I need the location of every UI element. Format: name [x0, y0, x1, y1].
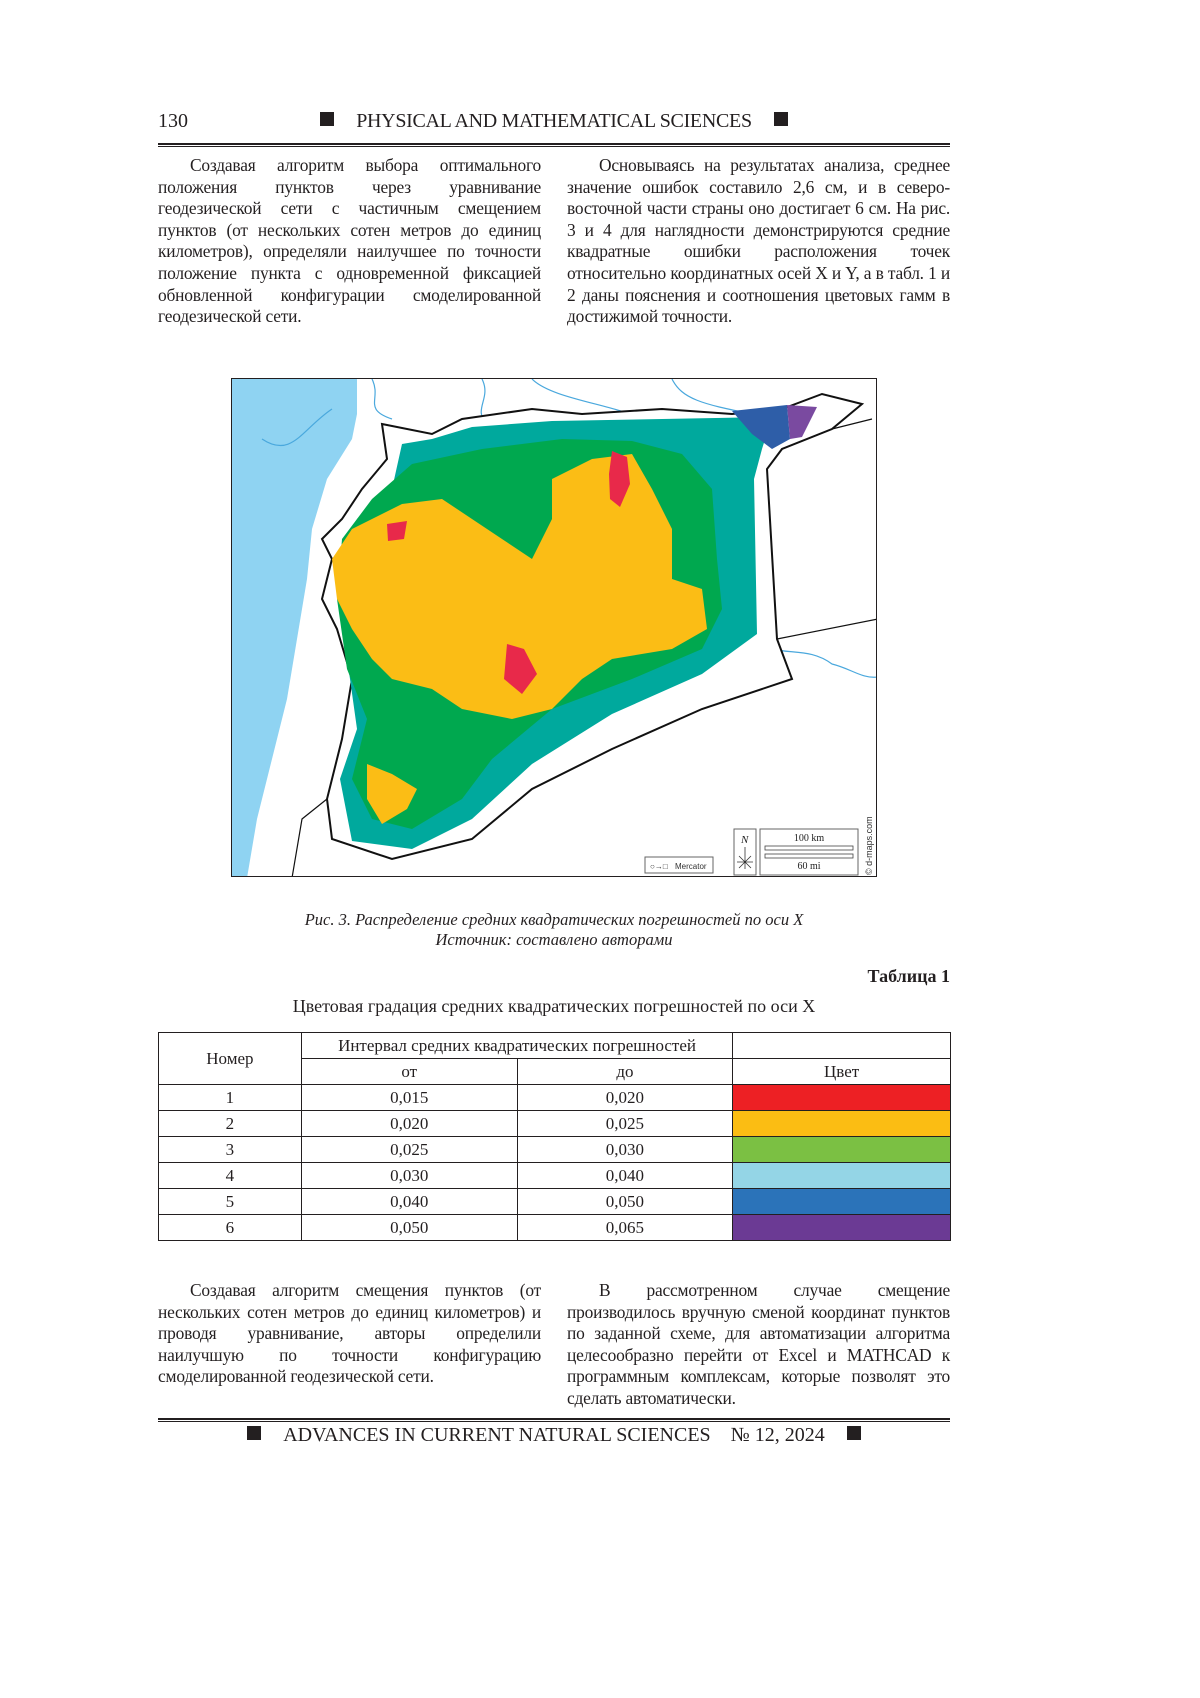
- projection-label: Mercator: [675, 862, 707, 871]
- paragraph: Создавая алгоритм выбора оптимального положения пунктов через уравнивание геодезической сети с частичным смещением пунктов (от нескольких сотен метров до единиц километров), определяли наилучшее по точности положение пункта с одновременной фиксацией обновленной конфигурации смоделированной геодезической сети.: [158, 155, 541, 328]
- cell-from: 0,015: [301, 1085, 517, 1111]
- table-row: [159, 1189, 951, 1215]
- cell-n: 5: [159, 1189, 302, 1215]
- page-number: 130: [158, 110, 188, 133]
- color-swatch: [733, 1085, 951, 1111]
- color-swatch: [733, 1215, 951, 1241]
- error-distribution-map: [232, 379, 877, 877]
- figure-caption: [158, 910, 950, 950]
- cell-from: 0,030: [301, 1163, 517, 1189]
- north-label: N: [740, 834, 749, 846]
- issue-number: № 12, 2024: [731, 1424, 825, 1446]
- table-number: Таблица 1: [868, 966, 950, 987]
- cell-to: 0,065: [517, 1215, 733, 1241]
- legend-box: [645, 816, 874, 875]
- cell-n: 1: [159, 1085, 302, 1111]
- cell-to: 0,050: [517, 1189, 733, 1215]
- cell-to: 0,040: [517, 1163, 733, 1189]
- paragraph: В рассмотренном случае смещение производилось вручную сменой координат пунктов по заданной схеме, для автоматизации алгоритма целесообразно перейти от Excel и MATHCAD к программным комплексам, которые позволят это сделать автоматически.: [567, 1280, 950, 1410]
- table-row: [159, 1085, 951, 1111]
- cell-from: 0,020: [301, 1111, 517, 1137]
- header-interval: Интервал средних квадратических погрешностей: [301, 1033, 732, 1059]
- running-header: [158, 110, 950, 138]
- top-left-column: [158, 155, 541, 328]
- color-swatch: [733, 1163, 951, 1189]
- caption-text: Рис. 3. Распределение средних квадратических погрешностей по оси X: [158, 910, 950, 930]
- header-color: Цвет: [733, 1059, 951, 1085]
- cell-to: 0,020: [517, 1085, 733, 1111]
- cell-from: 0,040: [301, 1189, 517, 1215]
- header-from: от: [301, 1059, 517, 1085]
- cell-n: 6: [159, 1215, 302, 1241]
- square-bullet-icon: [320, 112, 334, 126]
- square-bullet-icon: [847, 1426, 861, 1440]
- paragraph: Создавая алгоритм смещения пунктов (от нескольких сотен метров до единиц километров) и проводя уравнивание, авторы определили наилучшую по точности конфигурацию смоделированной геодезической сети.: [158, 1280, 541, 1388]
- cell-n: 4: [159, 1163, 302, 1189]
- section-title: PHYSICAL AND MATHEMATICAL SCIENCES: [356, 110, 752, 132]
- header-empty: [733, 1033, 951, 1059]
- table-row: [159, 1137, 951, 1163]
- cell-n: 2: [159, 1111, 302, 1137]
- scale-mi-label: 60 mi: [797, 861, 820, 872]
- color-swatch: [733, 1111, 951, 1137]
- table-title: Цветовая градация средних квадратических погрешностей по оси X: [158, 996, 950, 1017]
- color-swatch: [733, 1137, 951, 1163]
- zone-red-1: [387, 521, 407, 541]
- header-rule: [158, 143, 950, 147]
- footer-rule: [158, 1418, 950, 1422]
- table-row: [159, 1111, 951, 1137]
- cell-from: 0,025: [301, 1137, 517, 1163]
- figure-map: [231, 378, 877, 877]
- square-bullet-icon: [247, 1426, 261, 1440]
- cell-to: 0,025: [517, 1111, 733, 1137]
- caption-source: Источник: составлено авторами: [158, 930, 950, 950]
- paragraph: Основываясь на результатах анализа, среднее значение ошибок составило 2,6 см, и в северо-восточной части страны оно достигает 6 см. На рис. 3 и 4 для наглядности демонстрируются средние квадратные ошибки расположения точек относительно координатных осей X и Y, а в табл. 1 и 2 даны пояснения и соотношения цветовых гамм в достижимой точности.: [567, 155, 950, 328]
- header-number: Номер: [159, 1033, 302, 1085]
- bottom-right-column: [567, 1280, 950, 1410]
- color-swatch: [733, 1189, 951, 1215]
- top-right-column: [567, 155, 950, 328]
- running-footer: [158, 1424, 950, 1447]
- svg-text:○→□: ○→□: [650, 862, 668, 871]
- cell-n: 3: [159, 1137, 302, 1163]
- journal-name: ADVANCES IN CURRENT NATURAL SCIENCES: [283, 1424, 710, 1446]
- cell-to: 0,030: [517, 1137, 733, 1163]
- color-gradation-table: [158, 1032, 951, 1241]
- table-row: [159, 1163, 951, 1189]
- header-to: до: [517, 1059, 733, 1085]
- square-bullet-icon: [774, 112, 788, 126]
- scale-km-label: 100 km: [794, 833, 825, 844]
- cell-from: 0,050: [301, 1215, 517, 1241]
- table-row: [159, 1215, 951, 1241]
- map-credit: © d-maps.com: [864, 816, 874, 875]
- bottom-left-column: [158, 1280, 541, 1388]
